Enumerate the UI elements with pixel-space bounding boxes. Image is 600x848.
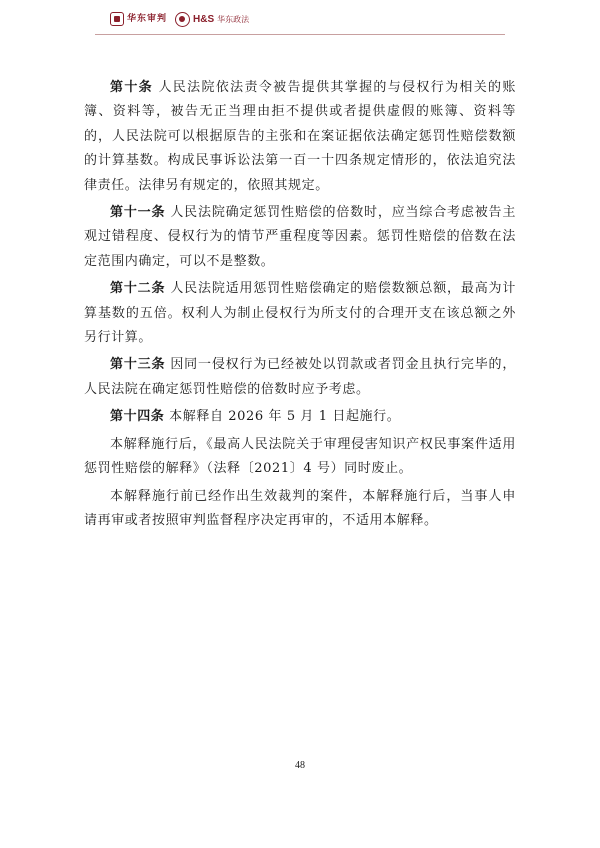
body-paragraph bbox=[84, 485, 516, 534]
article-text: 因同一侵权行为已经被处以罚款或者罚金且执行完毕的，人民法院在确定惩罚性赔偿的倍数时应予考虑。 bbox=[84, 357, 516, 397]
publisher-logo bbox=[110, 12, 167, 26]
page-header bbox=[110, 8, 249, 30]
article-paragraph bbox=[84, 353, 516, 402]
article-paragraph bbox=[84, 405, 516, 429]
header-divider bbox=[95, 34, 505, 35]
article-number: 第十二条 bbox=[110, 281, 166, 297]
body-paragraph bbox=[84, 433, 516, 482]
hs-logo-text: H&S bbox=[193, 13, 215, 25]
article-paragraph bbox=[84, 277, 516, 350]
article-number: 第十四条 bbox=[110, 409, 165, 425]
hs-logo-subtext: 华东政法 bbox=[217, 14, 250, 24]
article-number: 第十条 bbox=[110, 80, 153, 95]
paragraph-text: 本解释施行前已经作出生效裁判的案件，本解释施行后，当事人申请再审或者按照审判监督程序决定再审的，不适用本解释。 bbox=[84, 488, 516, 528]
article-text: 人民法院依法责令被告提供其掌握的与侵权行为相关的账簿、资料等，被告无正当理由拒不提供或者提供虚假的账簿、资料等的，人民法院可以根据原告的主张和在案证据依法确定惩罚性赔偿数额的计算基数。构成民事诉讼法第一百一十四条规定情形的，依法追究法律责任。法律另有规定的，依照其规定。 bbox=[84, 80, 516, 193]
article-paragraph bbox=[84, 76, 516, 198]
document-body bbox=[84, 76, 516, 536]
article-text: 本解释自 2026 年 5 月 1 日起施行。 bbox=[169, 409, 401, 425]
hs-logo-icon bbox=[175, 12, 190, 27]
article-number: 第十三条 bbox=[110, 357, 166, 373]
page-number: 48 bbox=[295, 760, 305, 771]
article-number: 第十一条 bbox=[110, 205, 166, 221]
publisher-logo-text: 华东审判 bbox=[127, 13, 168, 24]
article-text: 人民法院适用惩罚性赔偿确定的赔偿数额总额，最高为计算基数的五倍。权利人为制止侵权行为所支付的合理开支在该总额之外另行计算。 bbox=[84, 281, 516, 346]
article-text: 人民法院确定惩罚性赔偿的倍数时，应当综合考虑被告主观过错程度、侵权行为的情节严重程度等因素。惩罚性赔偿的倍数在法定范围内确定，可以不是整数。 bbox=[84, 205, 516, 269]
paragraph-text: 本解释施行后，《最高人民法院关于审理侵害知识产权民事案件适用惩罚性赔偿的解释》（法释〔2021〕4 号）同时废止。 bbox=[84, 436, 516, 477]
article-paragraph bbox=[84, 201, 516, 274]
hs-logo bbox=[175, 12, 249, 27]
publisher-logo-icon bbox=[110, 12, 124, 26]
